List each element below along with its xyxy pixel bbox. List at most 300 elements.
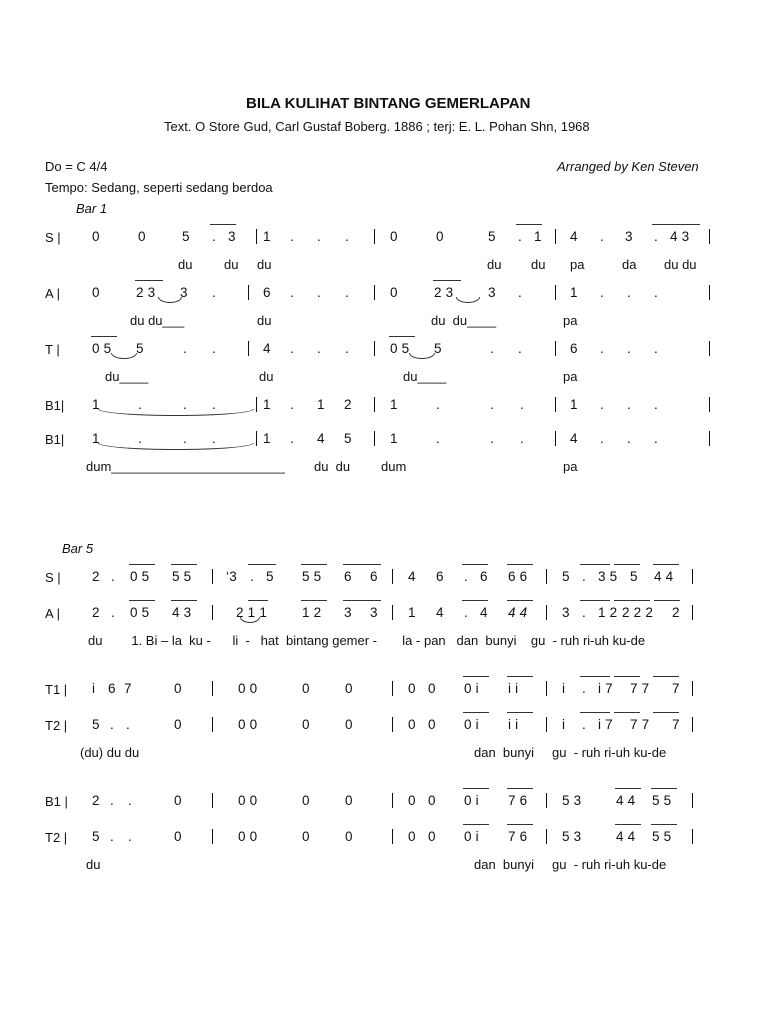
bar-line xyxy=(374,285,375,300)
note: . xyxy=(520,397,524,412)
note: 7 xyxy=(124,681,132,696)
note: 7 xyxy=(672,717,680,732)
underline-beam xyxy=(463,712,489,713)
note: i xyxy=(562,681,566,696)
note: 0 xyxy=(390,285,398,300)
bar-line xyxy=(546,829,547,844)
note: 6 xyxy=(570,341,578,356)
note: 6 6 xyxy=(508,569,528,584)
note: 0 i xyxy=(464,793,479,808)
note: . xyxy=(436,397,440,412)
note: . xyxy=(490,431,494,446)
note: 7 xyxy=(672,681,680,696)
note: . xyxy=(654,397,658,412)
slur xyxy=(409,353,435,359)
row-label: A | xyxy=(45,606,60,621)
note: 0 5 xyxy=(130,569,150,584)
bar-line xyxy=(392,605,393,620)
lyric: du xyxy=(257,313,272,328)
note: . xyxy=(290,397,294,412)
underline-beam xyxy=(580,676,610,677)
underline-beam xyxy=(171,564,197,565)
note: 1 xyxy=(92,397,100,412)
bar-line xyxy=(555,229,556,244)
note: . xyxy=(600,341,604,356)
note: 6 xyxy=(436,569,444,584)
lyric: dum________________________ xyxy=(86,459,285,474)
underline-beam xyxy=(433,280,461,281)
underline-beam xyxy=(651,824,677,825)
lyric-line: du 1. Bi – la ku - li - hat bintang gemer - la - pan dan bunyi gu - ruh ri-uh ku-de xyxy=(88,633,646,648)
bar-line xyxy=(212,793,213,808)
bar-line xyxy=(212,605,213,620)
note: 1 xyxy=(408,605,416,620)
note: 4 4 xyxy=(616,793,636,808)
bar-line xyxy=(374,229,375,244)
underline-beam xyxy=(614,600,650,601)
row-label: B1 | xyxy=(45,794,68,809)
note: . xyxy=(627,341,631,356)
underline-beam xyxy=(507,824,533,825)
lyric: pa xyxy=(563,459,578,474)
underline-beam xyxy=(171,600,197,601)
note: . xyxy=(436,431,440,446)
note: . xyxy=(654,431,658,446)
note: 1 xyxy=(570,285,578,300)
slur xyxy=(111,353,137,359)
note: 0 xyxy=(302,717,310,732)
note: 1 xyxy=(534,229,542,244)
bar-line xyxy=(709,229,710,244)
note: 0 xyxy=(174,717,182,732)
note: . xyxy=(183,341,187,356)
note: . xyxy=(600,285,604,300)
note: 3 xyxy=(370,605,378,620)
note: 4 4 xyxy=(654,569,674,584)
bar-line xyxy=(692,569,693,584)
underline-beam xyxy=(580,600,610,601)
lyric: dum xyxy=(381,459,407,474)
note: 2 1 1 xyxy=(236,605,268,620)
arranger-credit: Arranged by Ken Steven xyxy=(557,159,699,174)
underline-beam xyxy=(654,600,680,601)
note: 6 xyxy=(108,681,116,696)
bar-line xyxy=(692,605,693,620)
note: 0 xyxy=(92,229,100,244)
note: 1 2 xyxy=(302,605,322,620)
underline-beam xyxy=(462,600,488,601)
bar-line xyxy=(709,341,710,356)
note: . xyxy=(654,229,658,244)
note: . xyxy=(582,569,586,584)
note: 4 xyxy=(317,431,325,446)
note: 3 xyxy=(488,285,496,300)
note: . xyxy=(290,431,294,446)
note: 4 3 xyxy=(172,605,192,620)
lyric: (du) du du xyxy=(80,745,140,760)
lyric: du____ xyxy=(105,369,149,384)
underline-beam xyxy=(614,676,640,677)
note: . xyxy=(110,793,114,808)
bar-line xyxy=(546,605,547,620)
note: . xyxy=(128,829,132,844)
note: . xyxy=(317,229,321,244)
note: 1 xyxy=(317,397,325,412)
note: 5 3 xyxy=(562,793,582,808)
note: . xyxy=(345,229,349,244)
note: 0 xyxy=(428,717,436,732)
note: 5 xyxy=(344,431,352,446)
underline-beam xyxy=(507,600,533,601)
bar-line xyxy=(709,397,710,412)
bar-line xyxy=(212,569,213,584)
underline-beam xyxy=(463,676,489,677)
underline-beam xyxy=(507,676,533,677)
underline-beam xyxy=(516,224,542,225)
bar-line xyxy=(692,793,693,808)
bar-line xyxy=(256,229,257,244)
underline-beam xyxy=(614,712,640,713)
underline-beam xyxy=(301,600,327,601)
bar-line xyxy=(709,431,710,446)
note: 0 0 xyxy=(238,793,258,808)
note: 4 xyxy=(570,431,578,446)
note: 7 7 xyxy=(630,681,650,696)
note: 0 0 xyxy=(238,829,258,844)
note: 4 4 xyxy=(616,829,636,844)
note: 1 xyxy=(390,397,398,412)
note: 4 xyxy=(408,569,416,584)
bar-line xyxy=(256,397,257,412)
note: . xyxy=(582,717,586,732)
note: . xyxy=(600,397,604,412)
note: i xyxy=(562,717,566,732)
note: 6 xyxy=(480,569,488,584)
underline-beam xyxy=(129,600,155,601)
underline-beam xyxy=(343,564,381,565)
note: 0 xyxy=(408,793,416,808)
bar-line xyxy=(392,829,393,844)
note: 2 xyxy=(92,793,100,808)
row-label: T1 | xyxy=(45,682,68,697)
note: . xyxy=(490,397,494,412)
note: 6 xyxy=(370,569,378,584)
lyric: pa xyxy=(563,313,578,328)
note: 5 xyxy=(136,341,144,356)
bar-line xyxy=(555,397,556,412)
underline-beam xyxy=(462,564,488,565)
note: 0 xyxy=(345,717,353,732)
note: 6 xyxy=(263,285,271,300)
note: 0 i xyxy=(464,717,479,732)
note: 3 xyxy=(344,605,352,620)
note: . xyxy=(111,569,115,584)
note: 4 xyxy=(263,341,271,356)
note: 2 xyxy=(92,605,100,620)
slur xyxy=(240,617,260,623)
note: . xyxy=(582,605,586,620)
underline-beam xyxy=(129,564,155,565)
bar-line xyxy=(709,285,710,300)
row-label: B1| xyxy=(45,398,65,413)
note: . xyxy=(111,605,115,620)
note: 0 xyxy=(92,285,100,300)
lyric: pa xyxy=(563,369,578,384)
lyric: du du___ xyxy=(130,313,185,328)
bar-line xyxy=(374,431,375,446)
note: 0 xyxy=(428,793,436,808)
note: 0 xyxy=(390,229,398,244)
note: . xyxy=(126,717,130,732)
row-label: T2 | xyxy=(45,718,68,733)
note: ‘3 xyxy=(226,569,237,584)
note: 0 i xyxy=(464,681,479,696)
lyric: da xyxy=(622,257,637,272)
bar-line xyxy=(212,829,213,844)
note: . xyxy=(183,431,187,446)
note: . xyxy=(250,569,254,584)
note: 5 5 xyxy=(302,569,322,584)
underline-beam xyxy=(507,788,533,789)
row-label: T | xyxy=(45,342,60,357)
underline-beam xyxy=(614,564,640,565)
note: 5 5 xyxy=(172,569,192,584)
note: i i xyxy=(508,717,519,732)
note: . xyxy=(654,341,658,356)
note: . xyxy=(290,341,294,356)
row-label: S | xyxy=(45,570,61,585)
note: 3 xyxy=(562,605,570,620)
bar-line xyxy=(546,569,547,584)
note: 1 xyxy=(390,431,398,446)
note: 2 xyxy=(344,397,352,412)
note: . xyxy=(212,397,216,412)
bar-line xyxy=(212,681,213,696)
note: 0 xyxy=(428,829,436,844)
bar-line xyxy=(692,717,693,732)
underline-beam xyxy=(507,712,533,713)
note: . xyxy=(212,229,216,244)
bar-5-label: Bar 5 xyxy=(62,541,94,556)
bar-line xyxy=(392,793,393,808)
note: . xyxy=(518,285,522,300)
bar-line xyxy=(212,717,213,732)
note: 0 xyxy=(436,229,444,244)
note: 0 xyxy=(302,793,310,808)
note: . xyxy=(490,341,494,356)
note: . xyxy=(290,285,294,300)
note: 5 xyxy=(266,569,274,584)
underline-beam xyxy=(653,676,679,677)
underline-beam xyxy=(615,824,641,825)
note: 0 xyxy=(345,681,353,696)
note: 0 5 xyxy=(130,605,150,620)
note: 0 5 xyxy=(92,341,112,356)
note: 5 xyxy=(92,829,100,844)
note: 4 3 xyxy=(670,229,690,244)
note: . xyxy=(317,285,321,300)
slur xyxy=(98,443,254,450)
note: 5 xyxy=(92,717,100,732)
note: 1 xyxy=(263,397,271,412)
tempo-marking: Tempo: Sedang, seperti sedang berdoa xyxy=(45,180,273,195)
note: . xyxy=(212,431,216,446)
bar-line xyxy=(392,569,393,584)
lyric: du du xyxy=(314,459,351,474)
key-signature: Do = C 4/4 xyxy=(45,159,108,174)
note: . xyxy=(110,717,114,732)
note: 1 2 xyxy=(598,605,618,620)
note: 0 xyxy=(174,793,182,808)
underline-beam xyxy=(301,564,327,565)
note: . xyxy=(600,431,604,446)
note: 6 xyxy=(344,569,352,584)
note: . xyxy=(290,229,294,244)
note: 2 3 xyxy=(434,285,454,300)
underline-beam xyxy=(463,824,489,825)
note: 0 0 xyxy=(238,681,258,696)
note: 5 xyxy=(434,341,442,356)
note: 1 xyxy=(92,431,100,446)
underline-beam xyxy=(651,788,677,789)
note: 3 xyxy=(625,229,633,244)
lyric: du xyxy=(257,257,272,272)
note: 1 xyxy=(263,229,271,244)
note: 2 xyxy=(672,605,680,620)
note: 5 xyxy=(182,229,190,244)
note: 4 4 xyxy=(508,605,528,620)
note: 5 3 xyxy=(562,829,582,844)
note: i xyxy=(92,681,96,696)
note: 5 xyxy=(630,569,638,584)
note: i 7 xyxy=(598,681,613,696)
note: 7 6 xyxy=(508,793,528,808)
note: . xyxy=(110,829,114,844)
lyric: du xyxy=(259,369,274,384)
note: 3 xyxy=(228,229,236,244)
row-label: B1| xyxy=(45,432,65,447)
underline-beam xyxy=(248,600,268,601)
bar-line xyxy=(374,341,375,356)
row-label: A | xyxy=(45,286,60,301)
underline-beam xyxy=(389,336,415,337)
note: . xyxy=(520,431,524,446)
underline-beam xyxy=(652,224,700,225)
bar-line xyxy=(692,829,693,844)
note: . xyxy=(654,285,658,300)
lyric: du____ xyxy=(403,369,447,384)
slur xyxy=(158,297,182,303)
note: . xyxy=(138,397,142,412)
bar-line xyxy=(555,341,556,356)
underline-beam xyxy=(135,280,163,281)
note: 0 xyxy=(302,829,310,844)
note: 0 xyxy=(138,229,146,244)
note: 5 5 xyxy=(652,793,672,808)
note: . xyxy=(464,605,468,620)
bar-line xyxy=(555,285,556,300)
underline-beam xyxy=(91,336,117,337)
bar-line xyxy=(248,285,249,300)
song-credits: Text. O Store Gud, Carl Gustaf Boberg. 1886 ; terj: E. L. Pohan Shn, 1968 xyxy=(164,119,590,134)
song-title: BILA KULIHAT BINTANG GEMERLAPAN xyxy=(246,95,531,112)
note: 0 0 xyxy=(238,717,258,732)
note: 0 xyxy=(302,681,310,696)
lyric: du du____ xyxy=(431,313,497,328)
note: 2 3 xyxy=(136,285,156,300)
row-label: T2 | xyxy=(45,830,68,845)
bar-line xyxy=(374,397,375,412)
note: . xyxy=(600,229,604,244)
row-label: S | xyxy=(45,230,61,245)
note: 4 xyxy=(436,605,444,620)
note: 0 xyxy=(408,717,416,732)
note: 7 7 xyxy=(630,717,650,732)
note: . xyxy=(345,285,349,300)
note: . xyxy=(627,431,631,446)
note: 0 xyxy=(408,829,416,844)
note: . xyxy=(317,341,321,356)
lyric: du xyxy=(86,857,101,872)
note: 3 5 xyxy=(598,569,618,584)
note: 5 5 xyxy=(652,829,672,844)
bar-line xyxy=(392,681,393,696)
note: . xyxy=(518,229,522,244)
lyric: du xyxy=(531,257,546,272)
note: i i xyxy=(508,681,519,696)
note: 4 xyxy=(570,229,578,244)
lyric: du xyxy=(224,257,239,272)
bar-line xyxy=(555,431,556,446)
bar-1-label: Bar 1 xyxy=(76,201,108,216)
note: . xyxy=(627,397,631,412)
underline-beam xyxy=(615,788,641,789)
slur xyxy=(456,297,480,303)
note: 4 xyxy=(480,605,488,620)
bar-line xyxy=(248,341,249,356)
note: 2 xyxy=(92,569,100,584)
note: 0 xyxy=(174,681,182,696)
lyric: du xyxy=(178,257,193,272)
lyric: dan bunyi gu - ruh ri-uh ku-de xyxy=(474,857,667,872)
note: 3 xyxy=(180,285,188,300)
note: 0 xyxy=(408,681,416,696)
note: . xyxy=(627,285,631,300)
bar-line xyxy=(546,681,547,696)
note: 0 5 xyxy=(390,341,410,356)
note: . xyxy=(183,397,187,412)
note: . xyxy=(582,681,586,696)
underline-beam xyxy=(653,712,679,713)
bar-line xyxy=(256,431,257,446)
underline-beam xyxy=(507,564,533,565)
underline-beam xyxy=(580,564,610,565)
underline-beam xyxy=(653,564,679,565)
note: 5 xyxy=(562,569,570,584)
note: 1 xyxy=(570,397,578,412)
note: 7 6 xyxy=(508,829,528,844)
underline-beam xyxy=(210,224,236,225)
lyric: dan bunyi gu - ruh ri-uh ku-de xyxy=(474,745,667,760)
underline-beam xyxy=(248,564,276,565)
note: 2 2 2 xyxy=(622,605,654,620)
note: . xyxy=(518,341,522,356)
note: 0 xyxy=(174,829,182,844)
bar-line xyxy=(692,681,693,696)
bar-line xyxy=(546,717,547,732)
note: 0 xyxy=(428,681,436,696)
note: . xyxy=(128,793,132,808)
